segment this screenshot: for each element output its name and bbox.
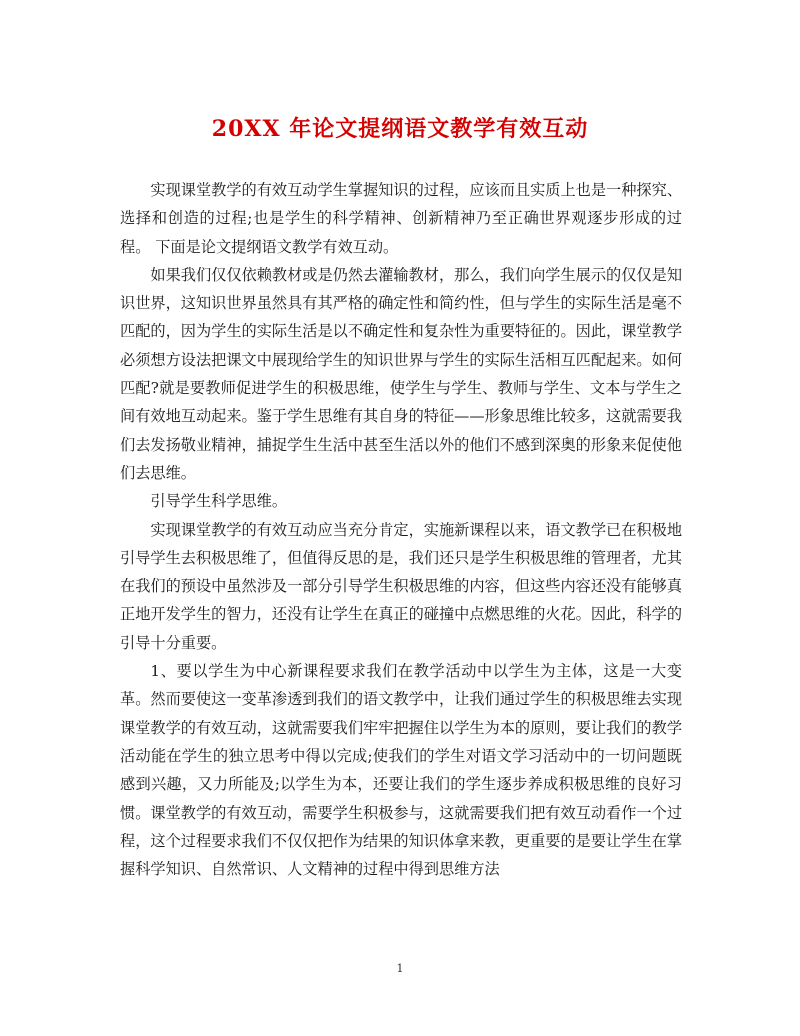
paragraph-student-centered: 1、要以学生为中心新课程要求我们在教学活动中以学生为主体，这是一大变革。然而要使这一变革渗透到我们的语文教学中，让我们通过学生的积极思维去实现课堂教学的有效互动，这就需要我们牢牢把握住以学生为本的原则，要让我们的教学活动能在学生的独立思考中得以完成;使我们的学生对语文学习活动中的一切问题既感到兴趣，又力所能及;以学生为本，还要让我们的学生逐步养成积极思维的良好习惯。课堂教学的有效互动，需要学生积极参与，这就需要我们把有效互动看作一个过程，这个过程要求我们不仅仅把作为结果的知识体拿来教，更重要的是要让学生在掌握科学知识、自然常识、人文精神的过程中得到思维方法 xyxy=(120,662,682,879)
document-title: 20XX 年论文提纲语文教学有效互动 xyxy=(211,116,589,142)
document-body xyxy=(120,176,682,883)
page-number: 1 xyxy=(396,962,404,975)
paragraph-knowledge-world: 如果我们仅仅依赖教材或是仍然去灌输教材，那么，我们向学生展示的仅仅是知识世界，这知识世界虽然具有其严格的确定性和简约性，但与学生的实际生活是毫不匹配的，因为学生的实际生活是以不确定性和复杂性为重要特征的。因此，课堂教学必须想方设法把课文中展现给学生的知识世界与学生的实际生活相互匹配起来。如何匹配?就是要教师促进学生的积极思维，使学生与学生、教师与学生、文本与学生之间有效地互动起来。鉴于学生思维有其自身的特征——形象思维比较多，这就需要我们去发扬敬业精神，捕捉学生生活中甚至生活以外的他们不感到深奥的形象来促使他们去思维。 xyxy=(120,265,682,482)
paragraph-guidance: 实现课堂教学的有效互动应当充分肯定，实施新课程以来，语文教学已在积极地引导学生去积极思维了，但值得反思的是，我们还只是学生积极思维的管理者，尤其在我们的预设中虽然涉及一部分引导学生积极思维的内容，但这些内容还没有能够真正地开发学生的智力，还没有让学生在真正的碰撞中点燃思维的火花。因此，科学的引导十分重要。 xyxy=(120,520,682,652)
paragraph-intro: 实现课堂教学的有效互动学生掌握知识的过程，应该而且实质上也是一种探究、选择和创造的过程;也是学生的科学精神、创新精神乃至正确世界观逐步形成的过程。 下面是论文提纲语文教学有效互动。 xyxy=(120,181,682,256)
section-heading-scientific-thinking: 引导学生科学思维。 xyxy=(150,492,288,511)
